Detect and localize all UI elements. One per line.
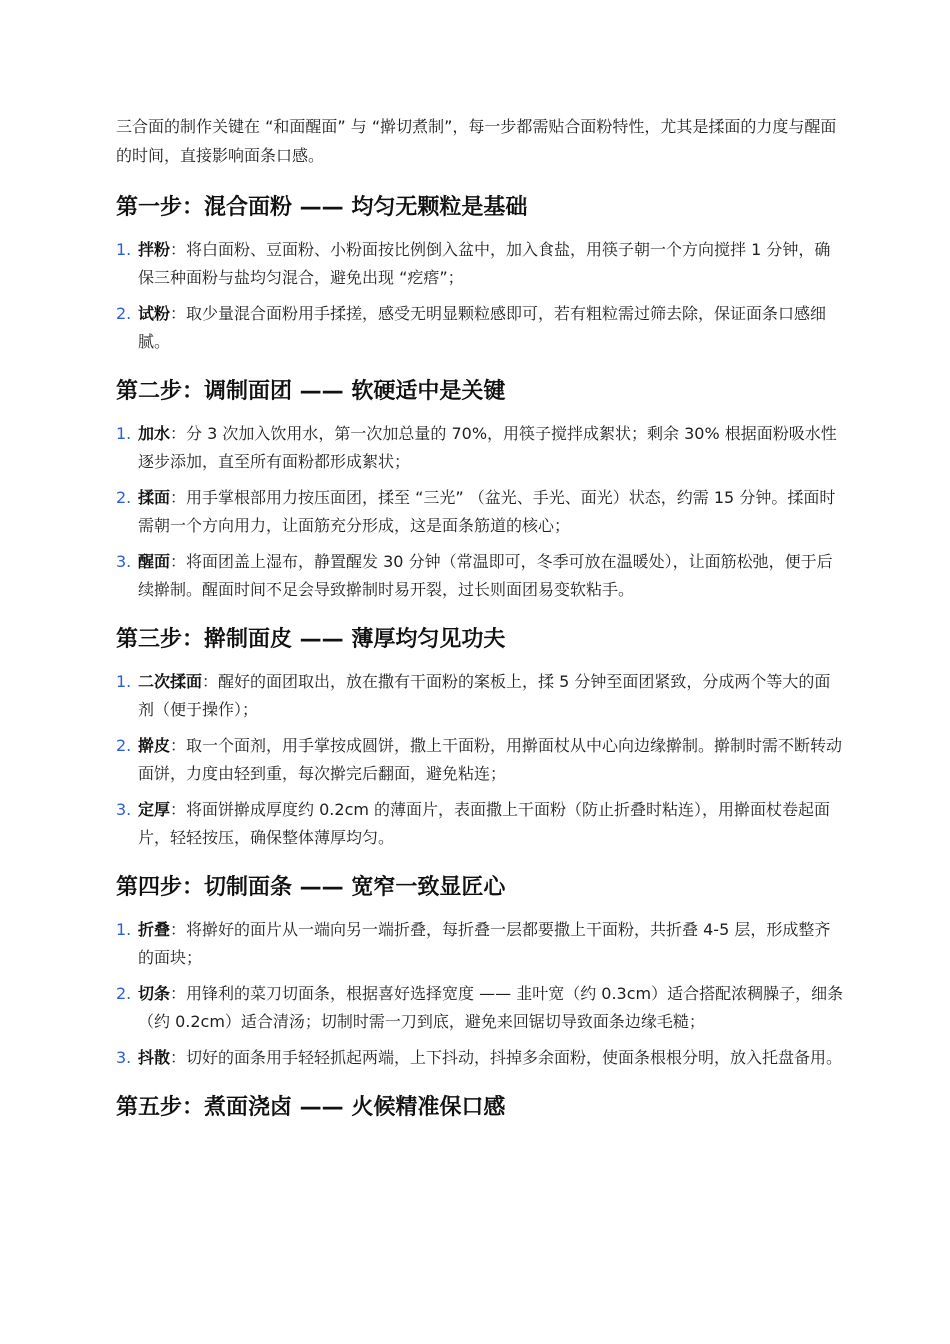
term-separator: ： xyxy=(170,424,187,443)
step-text: 醒好的面团取出，放在撒有干面粉的案板上，揉 5 分钟至面团紧致，分成两个等大的面剂（便于操作）； xyxy=(138,672,831,719)
term-separator: ： xyxy=(170,920,187,939)
section xyxy=(116,1092,846,1124)
step-number: 1. xyxy=(116,240,132,259)
step-text: 用锋利的菜刀切面条，根据喜好选择宽度 —— 韭叶宽（约 0.3cm）适合搭配浓稠臊子，细条（约 0.2cm）适合清汤；切制时需一刀到底，避免来回锯切导致面条边缘毛糙； xyxy=(138,984,844,1031)
step-text: 切好的面条用手轻轻抓起两端，上下抖动，抖掉多余面粉，使面条根根分明，放入托盘备用。 xyxy=(186,1048,843,1067)
step-number: 1. xyxy=(116,424,132,443)
list-item xyxy=(116,484,846,540)
step-term: 切条 xyxy=(138,984,171,1003)
term-separator: ： xyxy=(170,304,187,323)
section xyxy=(116,192,846,356)
step-list xyxy=(116,236,846,356)
section-heading: 第五步：煮面浇卤 —— 火候精准保口感 xyxy=(116,1095,506,1120)
step-number: 2. xyxy=(116,736,132,755)
step-number: 2. xyxy=(116,488,132,507)
step-term: 折叠 xyxy=(138,920,171,939)
term-separator: ： xyxy=(170,800,187,819)
term-separator: ： xyxy=(170,488,187,507)
step-term: 加水 xyxy=(138,424,171,443)
step-number: 3. xyxy=(116,800,132,819)
list-item xyxy=(116,420,846,476)
step-number: 1. xyxy=(116,672,132,691)
step-text: 分 3 次加入饮用水，第一次加总量的 70%，用筷子搅拌成絮状；剩余 30% 根据面粉吸水性逐步添加，直至所有面粉都形成絮状； xyxy=(138,424,837,471)
step-term: 二次揉面 xyxy=(138,672,203,691)
intro-paragraph: 三合面的制作关键在 “和面醒面” 与 “擀切煮制”，每一步都需贴合面粉特性，尤其是揉面的力度与醒面的时间，直接影响面条口感。 xyxy=(116,117,837,165)
term-separator: ： xyxy=(170,984,187,1003)
step-number: 3. xyxy=(116,552,132,571)
list-item xyxy=(116,548,846,604)
list-item xyxy=(116,668,846,724)
step-text: 将白面粉、豆面粉、小粉面按比例倒入盆中，加入食盐，用筷子朝一个方向搅拌 1 分钟，确保三种面粉与盐均匀混合，避免出现 “疙瘩”； xyxy=(138,240,831,287)
list-item xyxy=(116,236,846,292)
list-item xyxy=(116,732,846,788)
step-term: 拌粉 xyxy=(138,240,171,259)
section-heading: 第一步：混合面粉 —— 均匀无颗粒是基础 xyxy=(116,195,528,220)
term-separator: ： xyxy=(170,736,187,755)
sections-container xyxy=(116,192,846,1124)
list-item xyxy=(116,300,846,356)
term-separator: ： xyxy=(170,1048,187,1067)
step-list xyxy=(116,916,846,1072)
step-text: 将面饼擀成厚度约 0.2cm 的薄面片，表面撒上干面粉（防止折叠时粘连），用擀面杖卷起面片，轻轻按压，确保整体薄厚均匀。 xyxy=(138,800,831,847)
section xyxy=(116,872,846,1072)
list-item xyxy=(116,916,846,972)
step-number: 3. xyxy=(116,1048,132,1067)
term-separator: ： xyxy=(170,240,187,259)
step-number: 1. xyxy=(116,920,132,939)
list-item xyxy=(116,1044,846,1072)
step-list xyxy=(116,668,846,852)
step-text: 用手掌根部用力按压面团，揉至 “三光” （盆光、手光、面光）状态，约需 15 分钟。揉面时需朝一个方向用力，让面筋充分形成，这是面条筋道的核心； xyxy=(138,488,836,535)
section-heading: 第二步：调制面团 —— 软硬适中是关键 xyxy=(116,379,506,404)
step-number: 2. xyxy=(116,304,132,323)
step-number: 2. xyxy=(116,984,132,1003)
section-heading: 第三步：擀制面皮 —— 薄厚均匀见功夫 xyxy=(116,627,506,652)
document-page xyxy=(116,112,846,1136)
term-separator: ： xyxy=(202,672,219,691)
step-text: 将面团盖上湿布，静置醒发 30 分钟（常温即可，冬季可放在温暖处），让面筋松弛，便于后续擀制。醒面时间不足会导致擀制时易开裂，过长则面团易变软粘手。 xyxy=(138,552,833,599)
step-term: 试粉 xyxy=(138,304,171,323)
list-item xyxy=(116,796,846,852)
step-term: 擀皮 xyxy=(138,736,171,755)
section xyxy=(116,376,846,604)
section-heading: 第四步：切制面条 —— 宽窄一致显匠心 xyxy=(116,875,506,900)
step-term: 醒面 xyxy=(138,552,171,571)
step-text: 取少量混合面粉用手揉搓，感受无明显颗粒感即可，若有粗粒需过筛去除，保证面条口感细腻。 xyxy=(138,304,827,351)
step-term: 揉面 xyxy=(138,488,171,507)
step-text: 取一个面剂，用手掌按成圆饼，撒上干面粉，用擀面杖从中心向边缘擀制。擀制时需不断转动面饼，力度由轻到重，每次擀完后翻面，避免粘连； xyxy=(138,736,843,783)
term-separator: ： xyxy=(170,552,187,571)
step-term: 抖散 xyxy=(138,1048,171,1067)
step-term: 定厚 xyxy=(138,800,171,819)
list-item xyxy=(116,980,846,1036)
step-list xyxy=(116,420,846,604)
step-text: 将擀好的面片从一端向另一端折叠，每折叠一层都要撒上干面粉，共折叠 4-5 层，形成整齐的面块； xyxy=(138,920,831,967)
section xyxy=(116,624,846,852)
